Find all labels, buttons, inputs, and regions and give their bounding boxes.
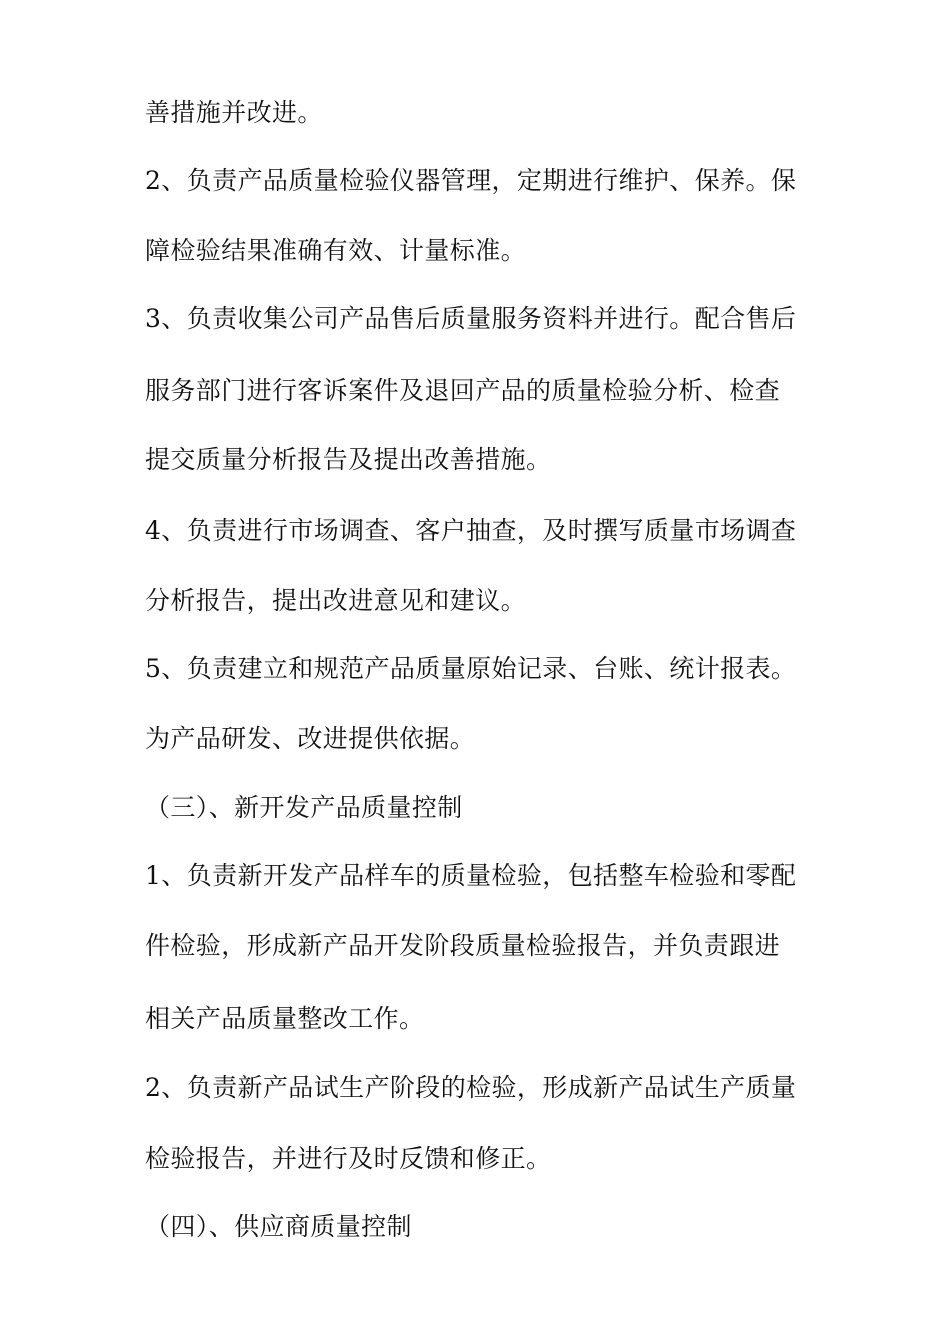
text-line-sec3-item-2-cont: 检验报告，并进行及时反馈和修正。 <box>145 1144 552 1173</box>
text-line-improvement-end: 善措施并改进。 <box>145 98 323 127</box>
text-line-item-4-market: 4、负责进行市场调查、客户抽查，及时撰写质量市场调查 <box>145 516 797 545</box>
text-line-item-2-instruments: 2、负责产品质量检验仪器管理，定期进行维护、保养。保 <box>145 166 797 195</box>
text-line-sec3-item-1-cont-2: 相关产品质量整改工作。 <box>145 1004 425 1033</box>
text-line-item-3-aftersales: 3、负责收集公司产品售后质量服务资料并进行。配合售后 <box>145 304 797 333</box>
text-line-item-4-cont: 分析报告，提出改进意见和建议。 <box>145 586 527 615</box>
text-line-sec3-item-1: 1、负责新开发产品样车的质量检验，包括整车检验和零配 <box>145 861 797 890</box>
text-line-item-2-cont: 障检验结果准确有效、计量标准。 <box>145 236 527 265</box>
text-line-item-5-cont: 为产品研发、改进提供依据。 <box>145 724 476 753</box>
text-line-item-3-cont-2: 提交质量分析报告及提出改善措施。 <box>145 445 552 474</box>
text-line-item-5-records: 5、负责建立和规范产品质量原始记录、台账、统计报表。 <box>145 654 797 683</box>
section-heading-3: （三）、新开发产品质量控制 <box>145 793 463 822</box>
text-line-item-3-cont-1: 服务部门进行客诉案件及退回产品的质量检验分析、检查 <box>145 376 781 405</box>
text-line-sec3-item-2: 2、负责新产品试生产阶段的检验，形成新产品试生产质量 <box>145 1073 797 1102</box>
text-line-sec3-item-1-cont-1: 件检验，形成新产品开发阶段质量检验报告，并负责跟进 <box>145 931 781 960</box>
section-heading-4: （四）、供应商质量控制 <box>145 1212 412 1241</box>
